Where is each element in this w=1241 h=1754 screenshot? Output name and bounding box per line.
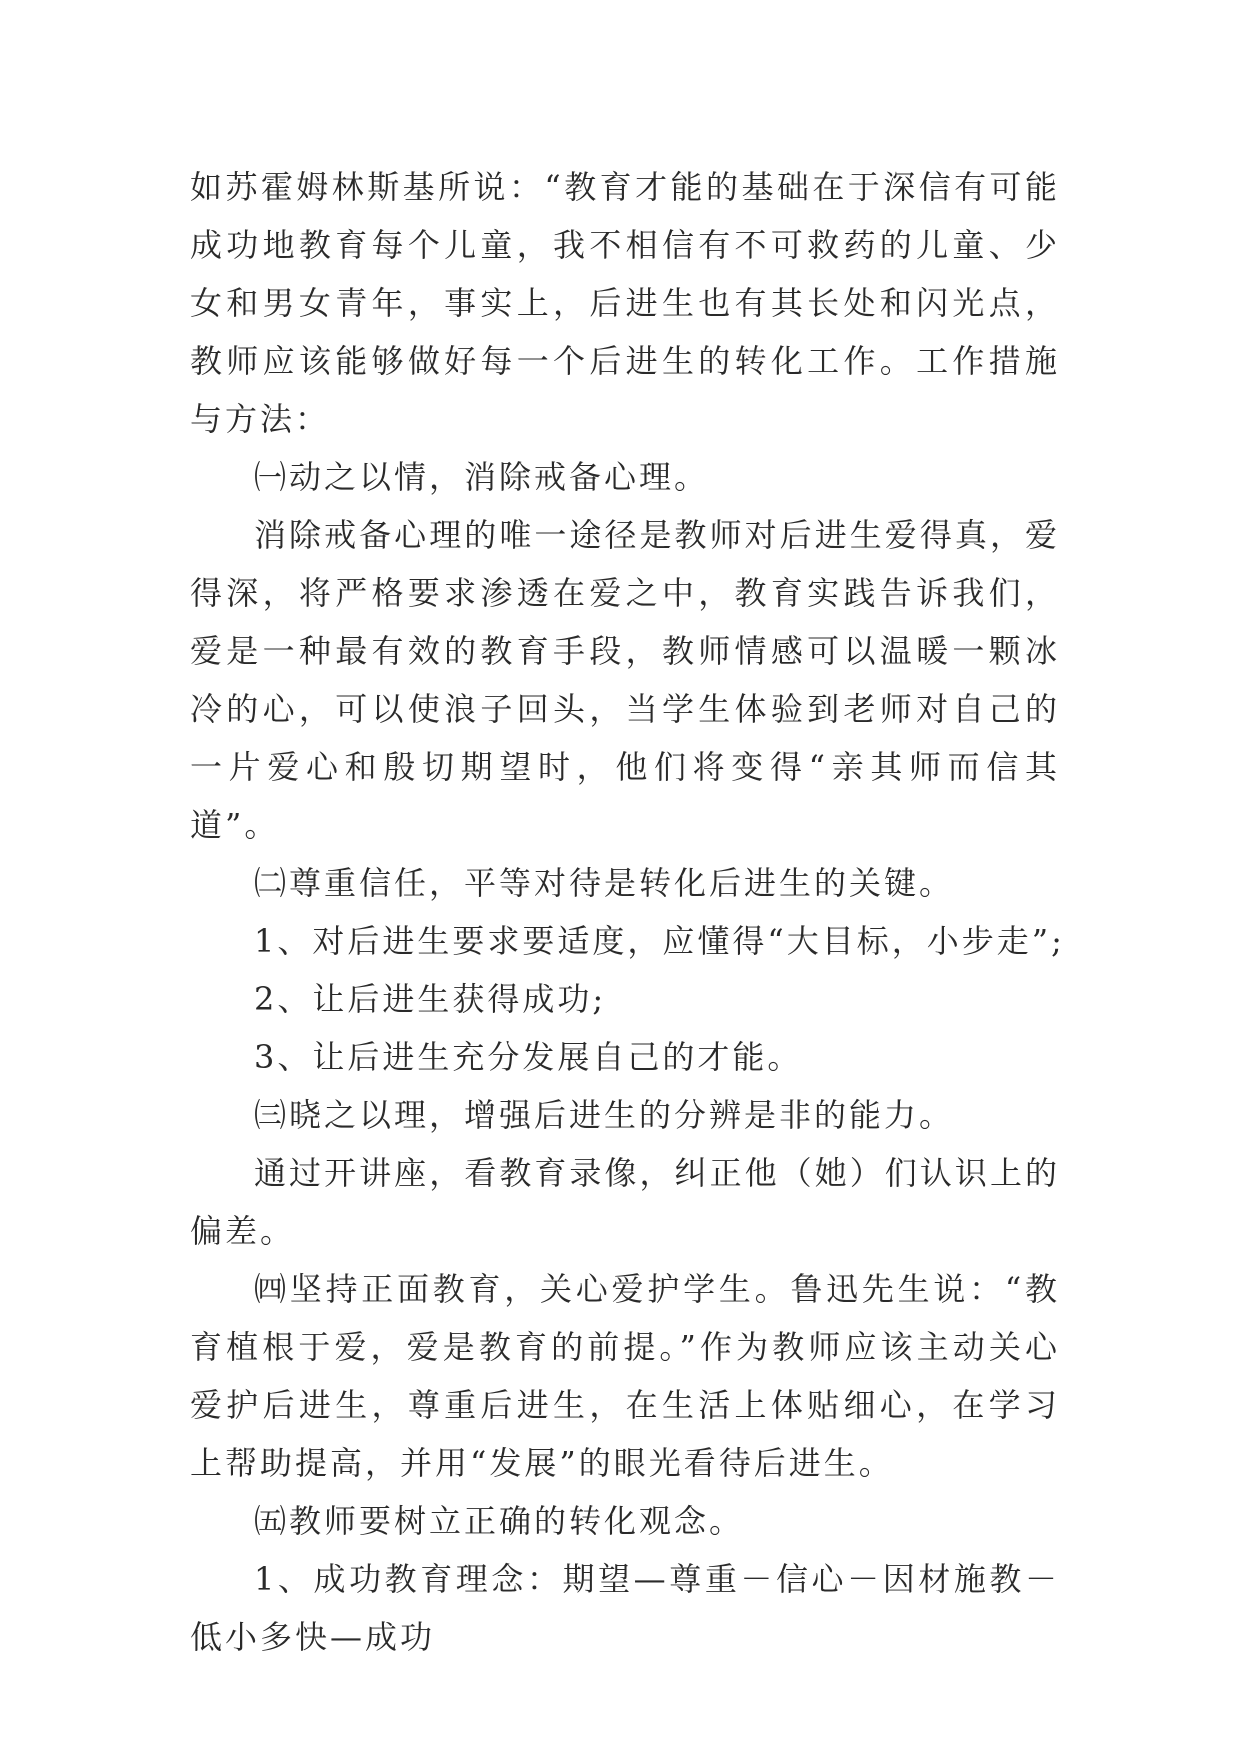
heading-item-3: ㈢晓之以理，增强后进生的分辨是非的能力。 xyxy=(254,1096,955,1134)
heading-item-1: ㈠动之以情，消除戒备心理。 xyxy=(254,458,710,496)
list-item: 1、对后进生要求要适度，应懂得“大目标，小步走”; xyxy=(254,922,1065,960)
document-body xyxy=(190,158,1065,1666)
paragraph-item-4: ㈣坚持正面教育，关心爱护学生。鲁迅先生说：“教育植根于爱，爱是教育的前提。”作为教师应该主动关心爱护后进生，尊重后进生，在生活上体贴细心，在学习上帮助提高，并用“发展”的眼光看待后进生。 xyxy=(190,1270,1060,1482)
heading-item-5: ㈤教师要树立正确的转化观念。 xyxy=(254,1502,745,1540)
list-item: 1、成功教育理念：期望—尊重－信心－因材施教－低小多快—成功 xyxy=(190,1560,1060,1656)
paragraph-item-3-body: 通过开讲座，看教育录像，纠正他（她）们认识上的偏差。 xyxy=(190,1154,1060,1250)
list-item: 2、让后进生获得成功; xyxy=(254,980,607,1018)
list-item: 3、让后进生充分发展自己的才能。 xyxy=(254,1038,803,1076)
paragraph-intro: 如苏霍姆林斯基所说：“教育才能的基础在于深信有可能成功地教育每个儿童，我不相信有不可救药的儿童、少女和男女青年，事实上，后进生也有其长处和闪光点，教师应该能够做好每一个后进生的转化工作。工作措施与方法： xyxy=(190,168,1060,438)
paragraph-item-1-body: 消除戒备心理的唯一途径是教师对后进生爱得真，爱得深，将严格要求渗透在爱之中，教育实践告诉我们，爱是一种最有效的教育手段，教师情感可以温暖一颗冰冷的心，可以使浪子回头，当学生体验到老师对自己的一片爱心和殷切期望时，他们将变得“亲其师而信其道”。 xyxy=(190,516,1060,844)
heading-item-2: ㈡尊重信任，平等对待是转化后进生的关键。 xyxy=(254,864,955,902)
